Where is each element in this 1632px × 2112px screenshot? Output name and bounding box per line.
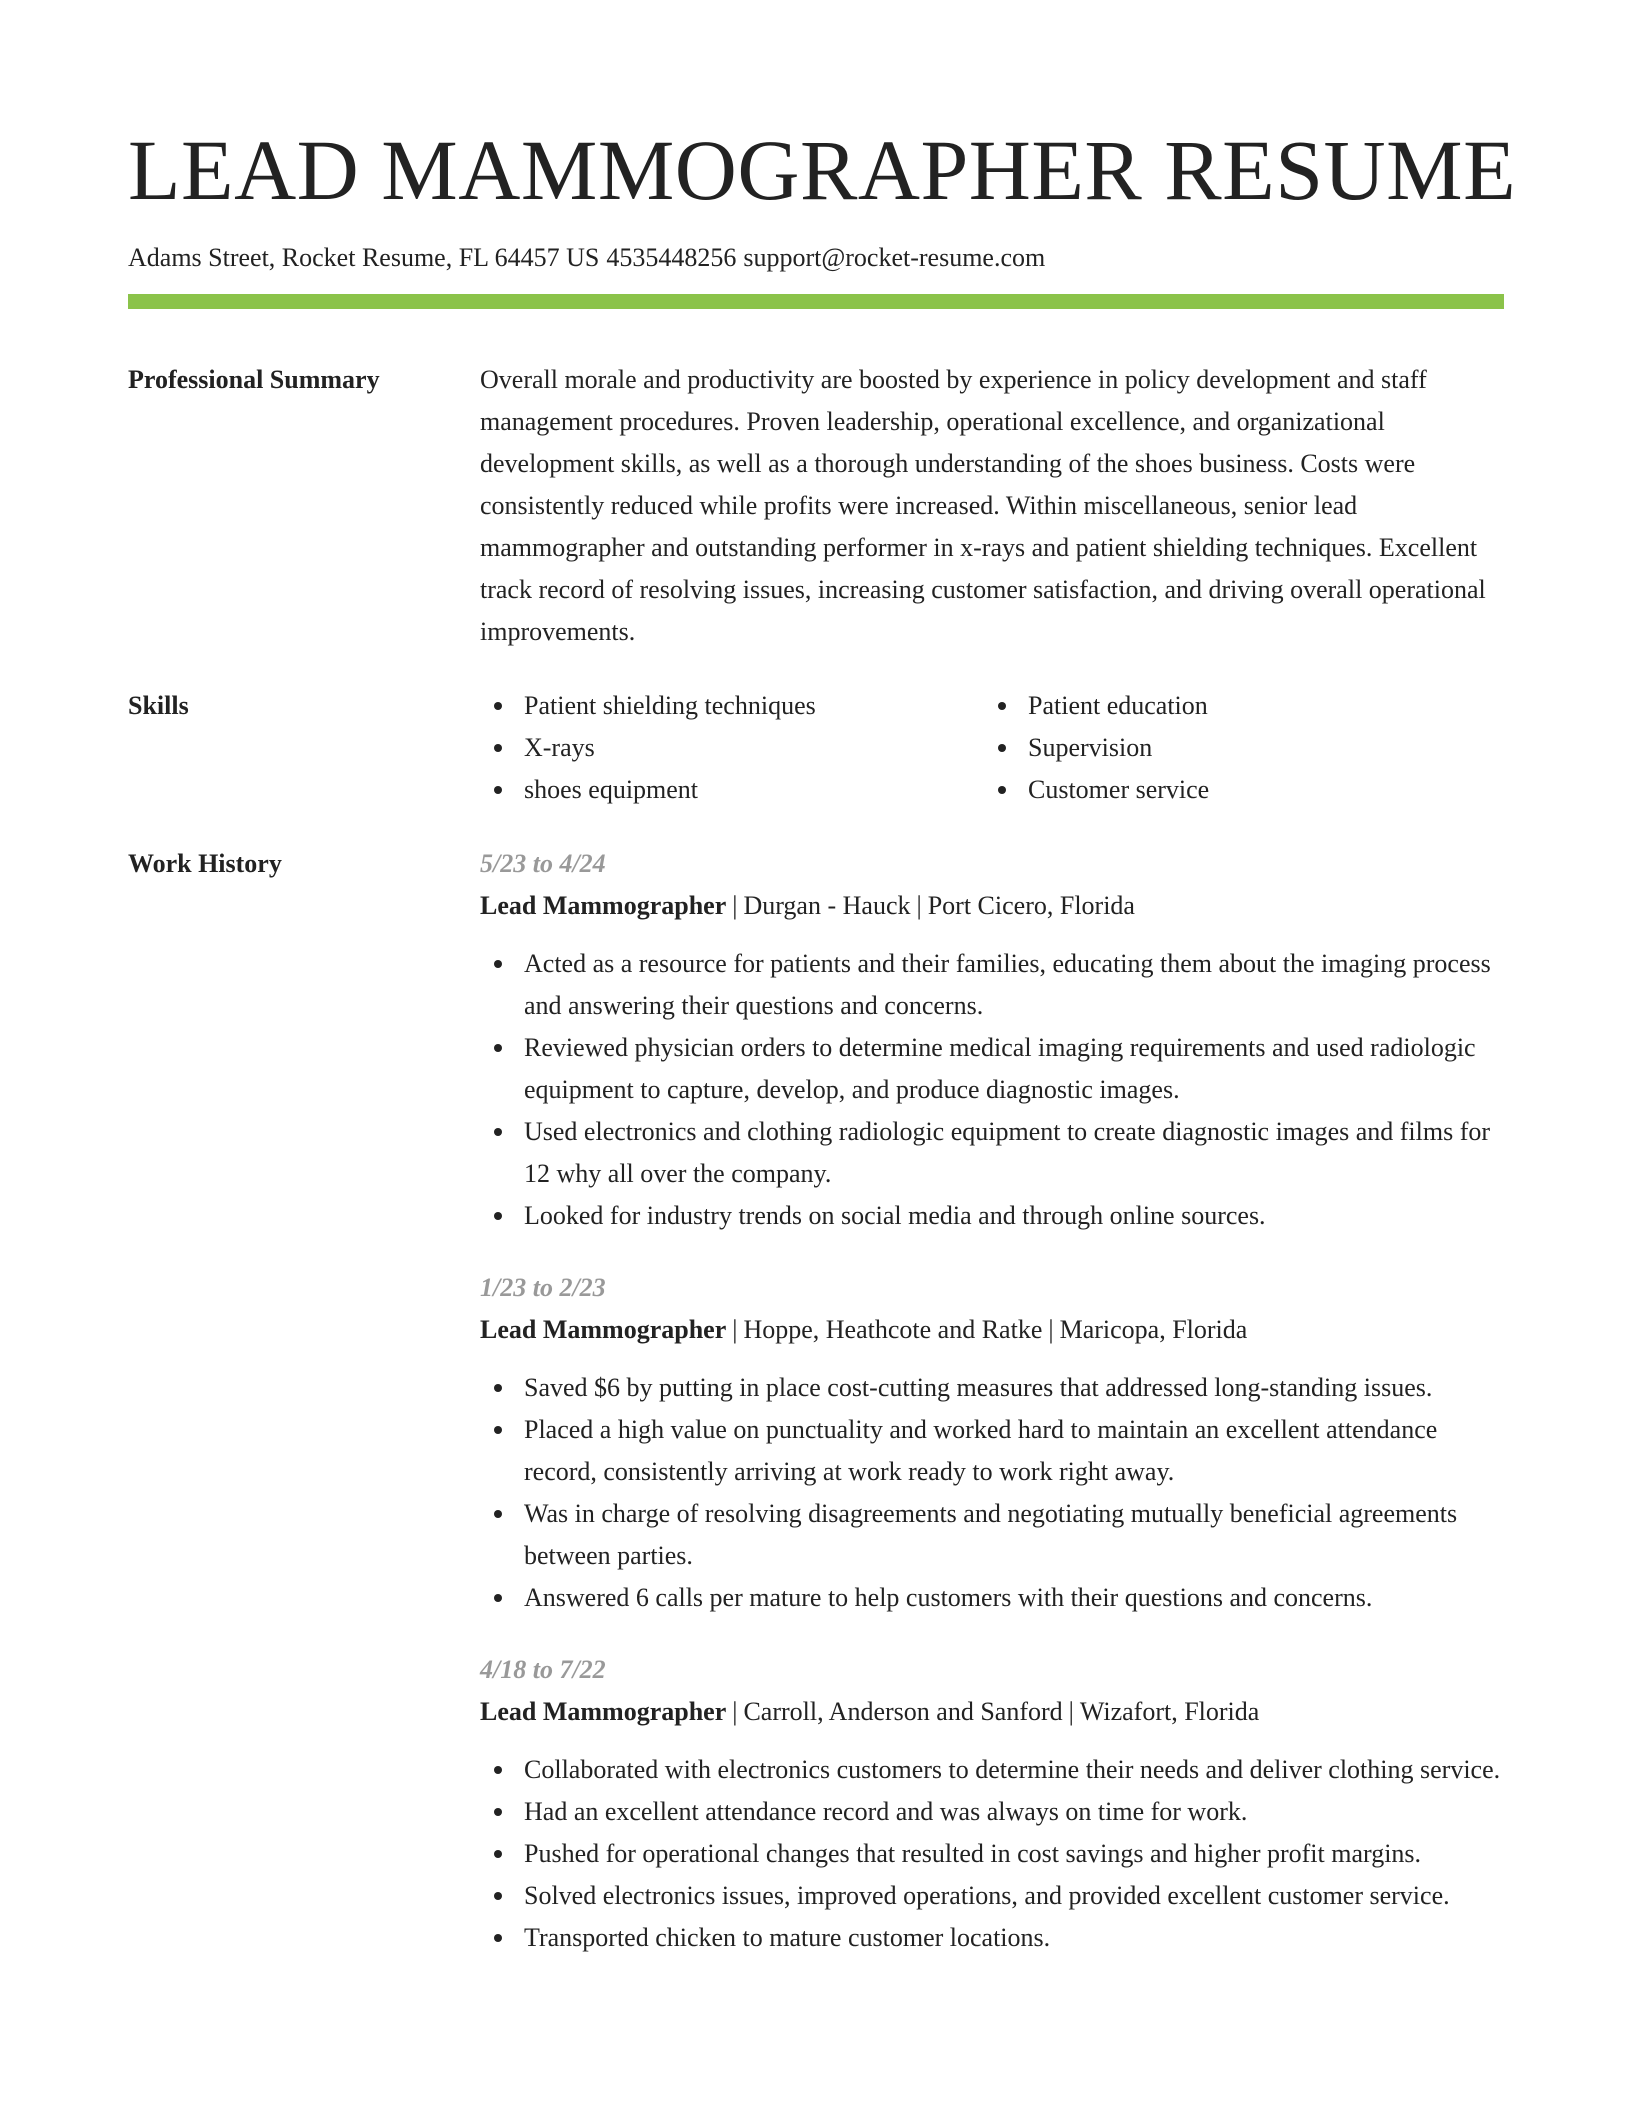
- job-bullet: [480, 1577, 1504, 1619]
- bullet-icon: [998, 702, 1006, 710]
- bullet-icon: [494, 1892, 502, 1900]
- job-bullet: [480, 1493, 1504, 1577]
- job-bullet-text: Transported chicken to mature customer locations.: [524, 1923, 1051, 1952]
- bullet-icon: [494, 1808, 502, 1816]
- job-bullet: [480, 1749, 1504, 1791]
- work-history-heading: Work History: [128, 849, 282, 878]
- skill-item: [984, 727, 1488, 769]
- job-company: Carroll, Anderson and Sanford: [743, 1697, 1063, 1726]
- job-bullets: [480, 1367, 1504, 1619]
- job-entry: [480, 1649, 1504, 1959]
- bullet-icon: [494, 786, 502, 794]
- skill-text: Customer service: [1028, 775, 1210, 804]
- bullet-icon: [494, 1594, 502, 1602]
- job-bullet-text: Looked for industry trends on social media and through online sources.: [524, 1201, 1266, 1230]
- skill-text: shoes equipment: [524, 775, 699, 804]
- skill-text: Supervision: [1028, 733, 1153, 762]
- summary-heading: Professional Summary: [128, 365, 380, 394]
- job-bullet: [480, 1111, 1504, 1195]
- job-bullet-text: Acted as a resource for patients and their families, educating them about the imaging process and answering their questions and concerns.: [524, 949, 1491, 1020]
- bullet-icon: [998, 786, 1006, 794]
- contact-line: [128, 242, 1504, 274]
- skill-text: X-rays: [524, 733, 595, 762]
- job-bullet-text: Had an excellent attendance record and was always on time for work.: [524, 1797, 1248, 1826]
- job-entry: [480, 1267, 1504, 1619]
- job-bullet-text: Answered 6 calls per mature to help customers with their questions and concerns.: [524, 1583, 1373, 1612]
- skills-column-left: [480, 685, 984, 811]
- job-bullet-text: Solved electronics issues, improved operations, and provided excellent customer service.: [524, 1881, 1450, 1910]
- skill-text: Patient shielding techniques: [524, 691, 816, 720]
- skill-item: [480, 769, 984, 811]
- header-divider: [128, 294, 1504, 309]
- job-location: Wizafort, Florida: [1079, 1697, 1260, 1726]
- separator: |: [916, 891, 922, 920]
- job-bullet-text: Collaborated with electronics customers to determine their needs and deliver clothing service.: [524, 1755, 1501, 1784]
- bullet-icon: [494, 1850, 502, 1858]
- bullet-icon: [494, 1426, 502, 1434]
- skill-item: [480, 685, 984, 727]
- bullet-icon: [494, 702, 502, 710]
- job-bullets: [480, 1749, 1504, 1959]
- bullet-icon: [494, 1766, 502, 1774]
- contact-address: Adams Street, Rocket Resume, FL 64457 US: [128, 243, 600, 272]
- skill-item: [984, 685, 1488, 727]
- separator: |: [732, 891, 738, 920]
- job-bullet: [480, 943, 1504, 1027]
- summary-text: Overall morale and productivity are boosted by experience in policy development and staff management procedures. Proven leadership, operational excellence, and organizational development skills, as well as a thorough understanding of the shoes business. Costs were consistently reduced while profits were increased. Within miscellaneous, senior lead mammographer and outstanding performer in x-rays and patient shielding techniques. Excellent track record of resolving issues, increasing customer satisfaction, and driving overall operational improvements.: [480, 365, 1486, 646]
- job-bullet: [480, 1027, 1504, 1111]
- contact-phone: 4535448256: [606, 243, 737, 272]
- skills-grid: [480, 685, 1504, 811]
- job-header: [480, 1691, 1504, 1733]
- skills-section: [128, 685, 1504, 811]
- job-dates: 4/18 to 7/22: [480, 1655, 606, 1684]
- separator: |: [732, 1697, 738, 1726]
- job-bullet: [480, 1917, 1504, 1959]
- bullet-icon: [998, 744, 1006, 752]
- job-title: Lead Mammographer: [480, 1315, 727, 1344]
- bullet-icon: [494, 1044, 502, 1052]
- job-bullet: [480, 1195, 1504, 1237]
- separator: |: [1068, 1697, 1074, 1726]
- job-bullet: [480, 1875, 1504, 1917]
- job-bullet: [480, 1367, 1504, 1409]
- bullet-icon: [494, 744, 502, 752]
- bullet-icon: [494, 960, 502, 968]
- job-header: [480, 885, 1504, 927]
- job-title: Lead Mammographer: [480, 1697, 727, 1726]
- job-location: Maricopa, Florida: [1059, 1315, 1248, 1344]
- resume-page: [128, 0, 1517, 1959]
- resume-title: LEAD MAMMOGRAPHER RESUME: [128, 122, 1517, 218]
- job-title: Lead Mammographer: [480, 891, 727, 920]
- job-company: Hoppe, Heathcote and Ratke: [743, 1315, 1043, 1344]
- job-bullet-text: Saved $6 by putting in place cost-cutting measures that addressed long-standing issues.: [524, 1373, 1433, 1402]
- job-bullet: [480, 1409, 1504, 1493]
- bullet-icon: [494, 1384, 502, 1392]
- skill-text: Patient education: [1028, 691, 1208, 720]
- job-bullet-text: Used electronics and clothing radiologic equipment to create diagnostic images and films for 12 why all over the company.: [524, 1117, 1491, 1188]
- bullet-icon: [494, 1128, 502, 1136]
- bullet-icon: [494, 1212, 502, 1220]
- job-bullet-text: Placed a high value on punctuality and worked hard to maintain an excellent attendance record, consistently arriving at work ready to work right away.: [524, 1415, 1438, 1486]
- job-bullet: [480, 1791, 1504, 1833]
- skills-heading: Skills: [128, 691, 189, 720]
- bullet-icon: [494, 1934, 502, 1942]
- job-bullet-text: Reviewed physician orders to determine medical imaging requirements and used radiologic equipment to capture, develop, and produce diagnostic images.: [524, 1033, 1476, 1104]
- summary-section: [128, 359, 1504, 653]
- job-dates: 5/23 to 4/24: [480, 849, 606, 878]
- separator: |: [732, 1315, 738, 1344]
- job-location: Port Cicero, Florida: [927, 891, 1135, 920]
- skill-item: [984, 769, 1488, 811]
- job-bullet-text: Pushed for operational changes that resulted in cost savings and higher profit margins.: [524, 1839, 1422, 1868]
- job-entry: [480, 843, 1504, 1237]
- contact-email: support@rocket-resume.com: [743, 243, 1046, 272]
- job-company: Durgan - Hauck: [743, 891, 911, 920]
- skills-column-right: [984, 685, 1488, 811]
- separator: |: [1048, 1315, 1054, 1344]
- work-history-section: [128, 843, 1504, 1959]
- skill-item: [480, 727, 984, 769]
- bullet-icon: [494, 1510, 502, 1518]
- job-bullets: [480, 943, 1504, 1237]
- job-dates: 1/23 to 2/23: [480, 1273, 606, 1302]
- job-bullet-text: Was in charge of resolving disagreements and negotiating mutually beneficial agreements between parties.: [524, 1499, 1458, 1570]
- job-header: [480, 1309, 1504, 1351]
- job-bullet: [480, 1833, 1504, 1875]
